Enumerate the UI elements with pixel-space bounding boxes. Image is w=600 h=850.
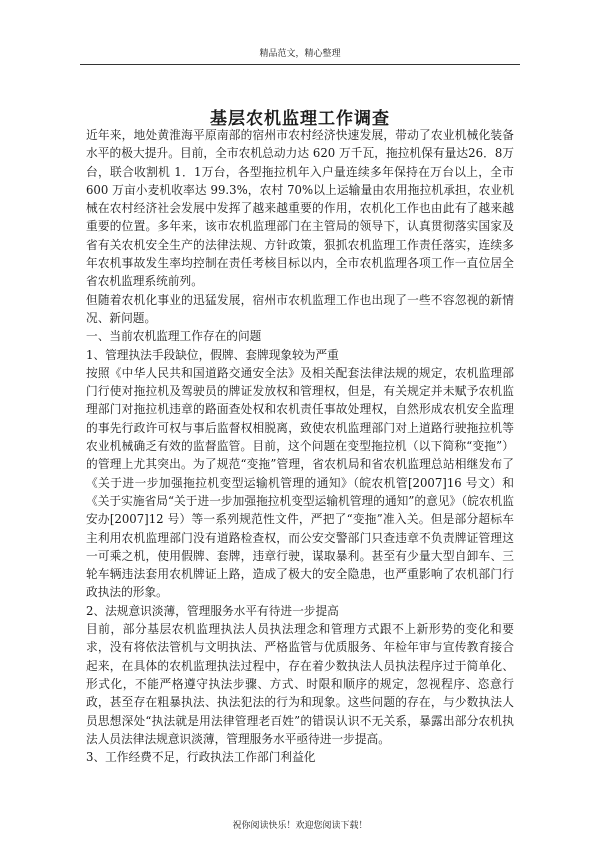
document-title: 基层农机监理工作调查	[210, 109, 390, 129]
paragraph-subsection-1: 按照《中华人民共和国道路交通安全法》及相关配套法律法规的规定，农机监理部门行使对拖拉机及驾驶员的牌证发放权和管理权，但是，有关规定并未赋予农机监理部门对拖拉机违章的路面查处权和农机责任事故处理权，自然形成农机安全监理的事先行政许可权与事后监督权相脱离，致使农机监理部门对上道路行驶拖拉机等农业机械确乏有效的监督监管。目前，这个问题在变型拖拉机（以下简称“变拖”）的管理上尤其突出。为了规范“变拖”管理，省农机局和省农机监理总站相继发布了《关于进一步加强拖拉机变型运输机管理的通知》（皖农机管[2007]16 号文）和《关于实施省局“关于进一步加强拖拉机变型运输机管理的通知”的意见》（皖农机监安办[2007]12 号）等一系列规范性文件，严把了“变拖”准入关。但是部分超标车主利用农机监理部门没有道路检查权，而公安交警部门只查违章不负责牌证管理这一可乘之机，使用假牌、套牌，违章行驶，谋取暴利。甚至有少量大型自卸车、三轮车辆违法套用农机牌证上路，造成了极大的安全隐患，也严重影响了农机部门行政执法的形象。	[86, 365, 514, 600]
paragraph-transition: 但随着农机化事业的迅猛发展，宿州市农机监理工作也出现了一些不容忽视的新情况、新问题。	[86, 292, 514, 325]
document-body	[86, 126, 514, 766]
paragraph-intro: 近年来，地处黄淮海平原南部的宿州市农村经济快速发展，带动了农业机械化装备水平的极大提升。目前，全市农机总动力达 620 万千瓦，拖拉机保有量达26．8万台，联合收割机 1．1万台，各型拖拉机年入户量连续多年保持在万台以上，全市 600 万亩小麦机收率达 99.3%，农村 70%以上运输量由农用拖拉机承担，农业机械在农村经济社会发展中发挥了越来越重要的作用，农机化工作也由此有了越来越重要的位置。多年来，该市农机监理部门在主管局的领导下，认真贯彻落实国家及省有关农机安全生产的法律法规、方针政策，狠抓农机监理工作责任落实，连续多年农机事故发生率均控制在责任考核目标以内，全市农机监理各项工作一直位居全省农机监理系统前列。	[86, 128, 514, 289]
subheading-2: 2、法规意识淡薄，管理服务水平有待进一步提高	[86, 603, 339, 618]
paragraph-subsection-2: 目前，部分基层农机监理执法人员执法理念和管理方式跟不上新形势的变化和要求，没有将依法管机与文明执法、严格监管与优质服务、年检年审与宣传教育接合起来，在具体的农机监理执法过程中，存在着少数执法人员执法程序过于简单化、形式化，不能严格遵守执法步骤、方式、时限和顺序的规定，忽视程序、恣意行政，甚至存在粗暴执法、执法犯法的行为和现象。这些问题的存在，与少数执法人员思想深处“执法就是用法律管理老百姓”的错误认识不无关系，暴露出部分农机执法人员法律法规意识淡薄，管理服务水平亟待进一步提高。	[86, 622, 514, 746]
footer-text: 祝你阅读快乐！欢迎您阅读下载！	[232, 821, 368, 831]
section-heading-1: 一、当前农机监理工作存在的问题	[86, 329, 262, 344]
page-footer	[0, 818, 600, 831]
subheading-1: 1、管理执法手段缺位，假牌、套牌现象较为严重	[86, 347, 339, 362]
header-text: 精品范文，精心整理	[259, 49, 341, 59]
subheading-3: 3、工作经费不足，行政执法工作部门利益化	[86, 750, 316, 765]
page-header	[80, 44, 520, 65]
